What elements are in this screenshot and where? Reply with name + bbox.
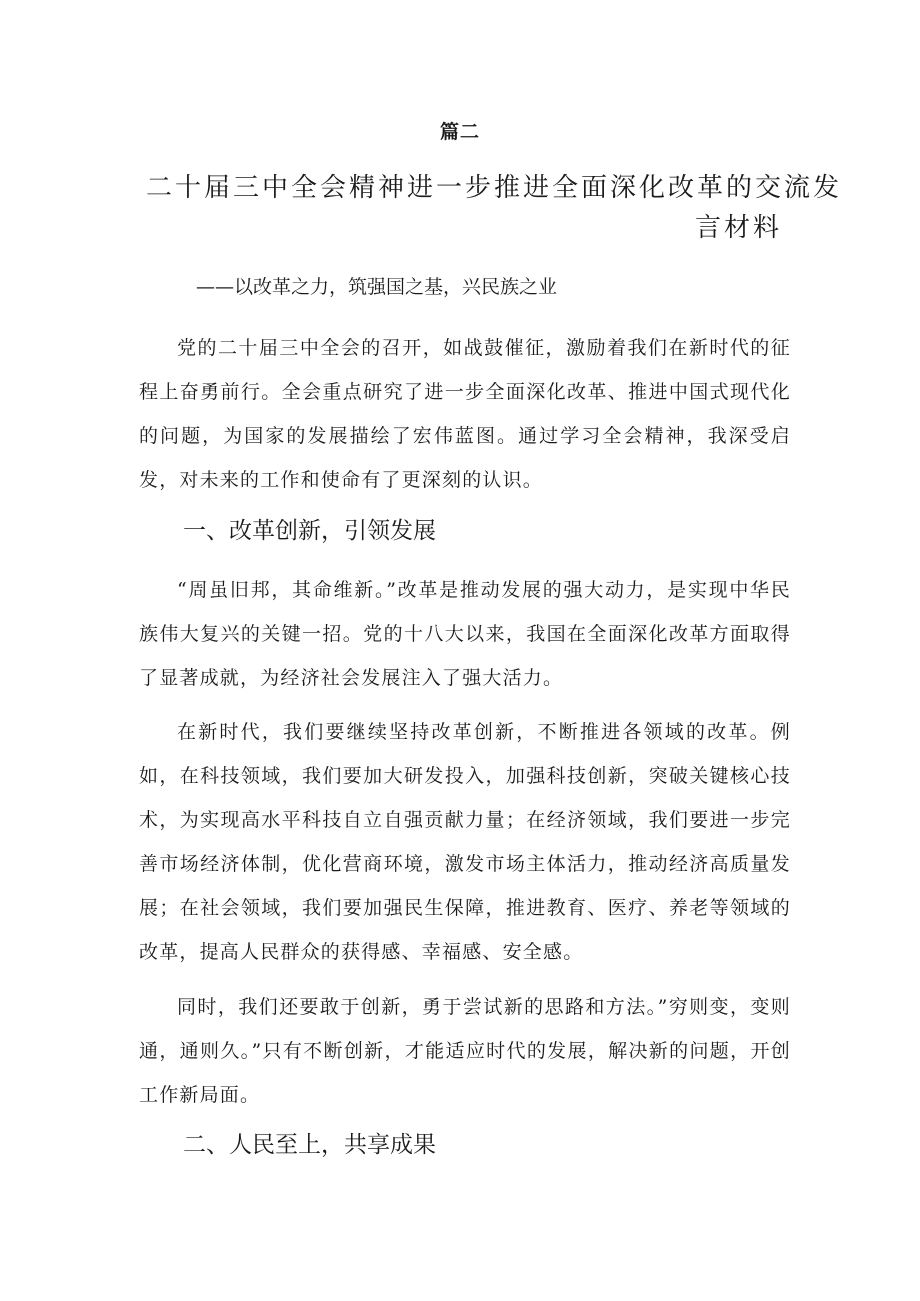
chapter-label: 篇二 [439,121,480,143]
section-1-paragraph-1: “周虽旧邦，其命维新。”改革是推动发展的强大动力，是实现中华民族伟大复兴的关键一招。党的十八大以来，我国在全面深化改革方面取得了显著成就，为经济社会发展注入了强大活力。 [139,579,791,689]
section-heading-1: 一、改革创新，引领发展 [183,518,436,544]
document-title-line-1: 二十届三中全会精神进一步推进全面深化改革的交流发 [146,173,843,203]
section-heading-2: 二、人民至上，共享成果 [183,1132,436,1158]
section-1-paragraph-3: 同时，我们还要敢于创新，勇于尝试新的思路和方法。”穷则变，变则通，通则久。”只有不断创新，才能适应时代的发展，解决新的问题，开创工作新局面。 [139,996,791,1106]
document-subtitle: ——以改革之力，筑强国之基，兴民族之业 [196,276,558,298]
intro-paragraph: 党的二十届三中全会的召开，如战鼓催征，激励着我们在新时代的征程上奋勇前行。全会重点研究了进一步全面深化改革、推进中国式现代化的问题，为国家的发展描绘了宏伟蓝图。通过学习全会精神，我深受启发，对未来的工作和使命有了更深刻的认识。 [139,337,791,491]
section-1-paragraph-2: 在新时代，我们要继续坚持改革创新，不断推进各领域的改革。例如，在科技领域，我们要加大研发投入，加强科技创新，突破关键核心技术，为实现高水平科技自立自强贡献力量；在经济领域，我们要进一步完善市场经济体制，优化营商环境，激发市场主体活力，推动经济高质量发展；在社会领域，我们要加强民生保障，推进教育、医疗、养老等领域的改革，提高人民群众的获得感、幸福感、安全感。 [139,721,791,963]
document-title-line-2: 言材料 [694,213,782,243]
